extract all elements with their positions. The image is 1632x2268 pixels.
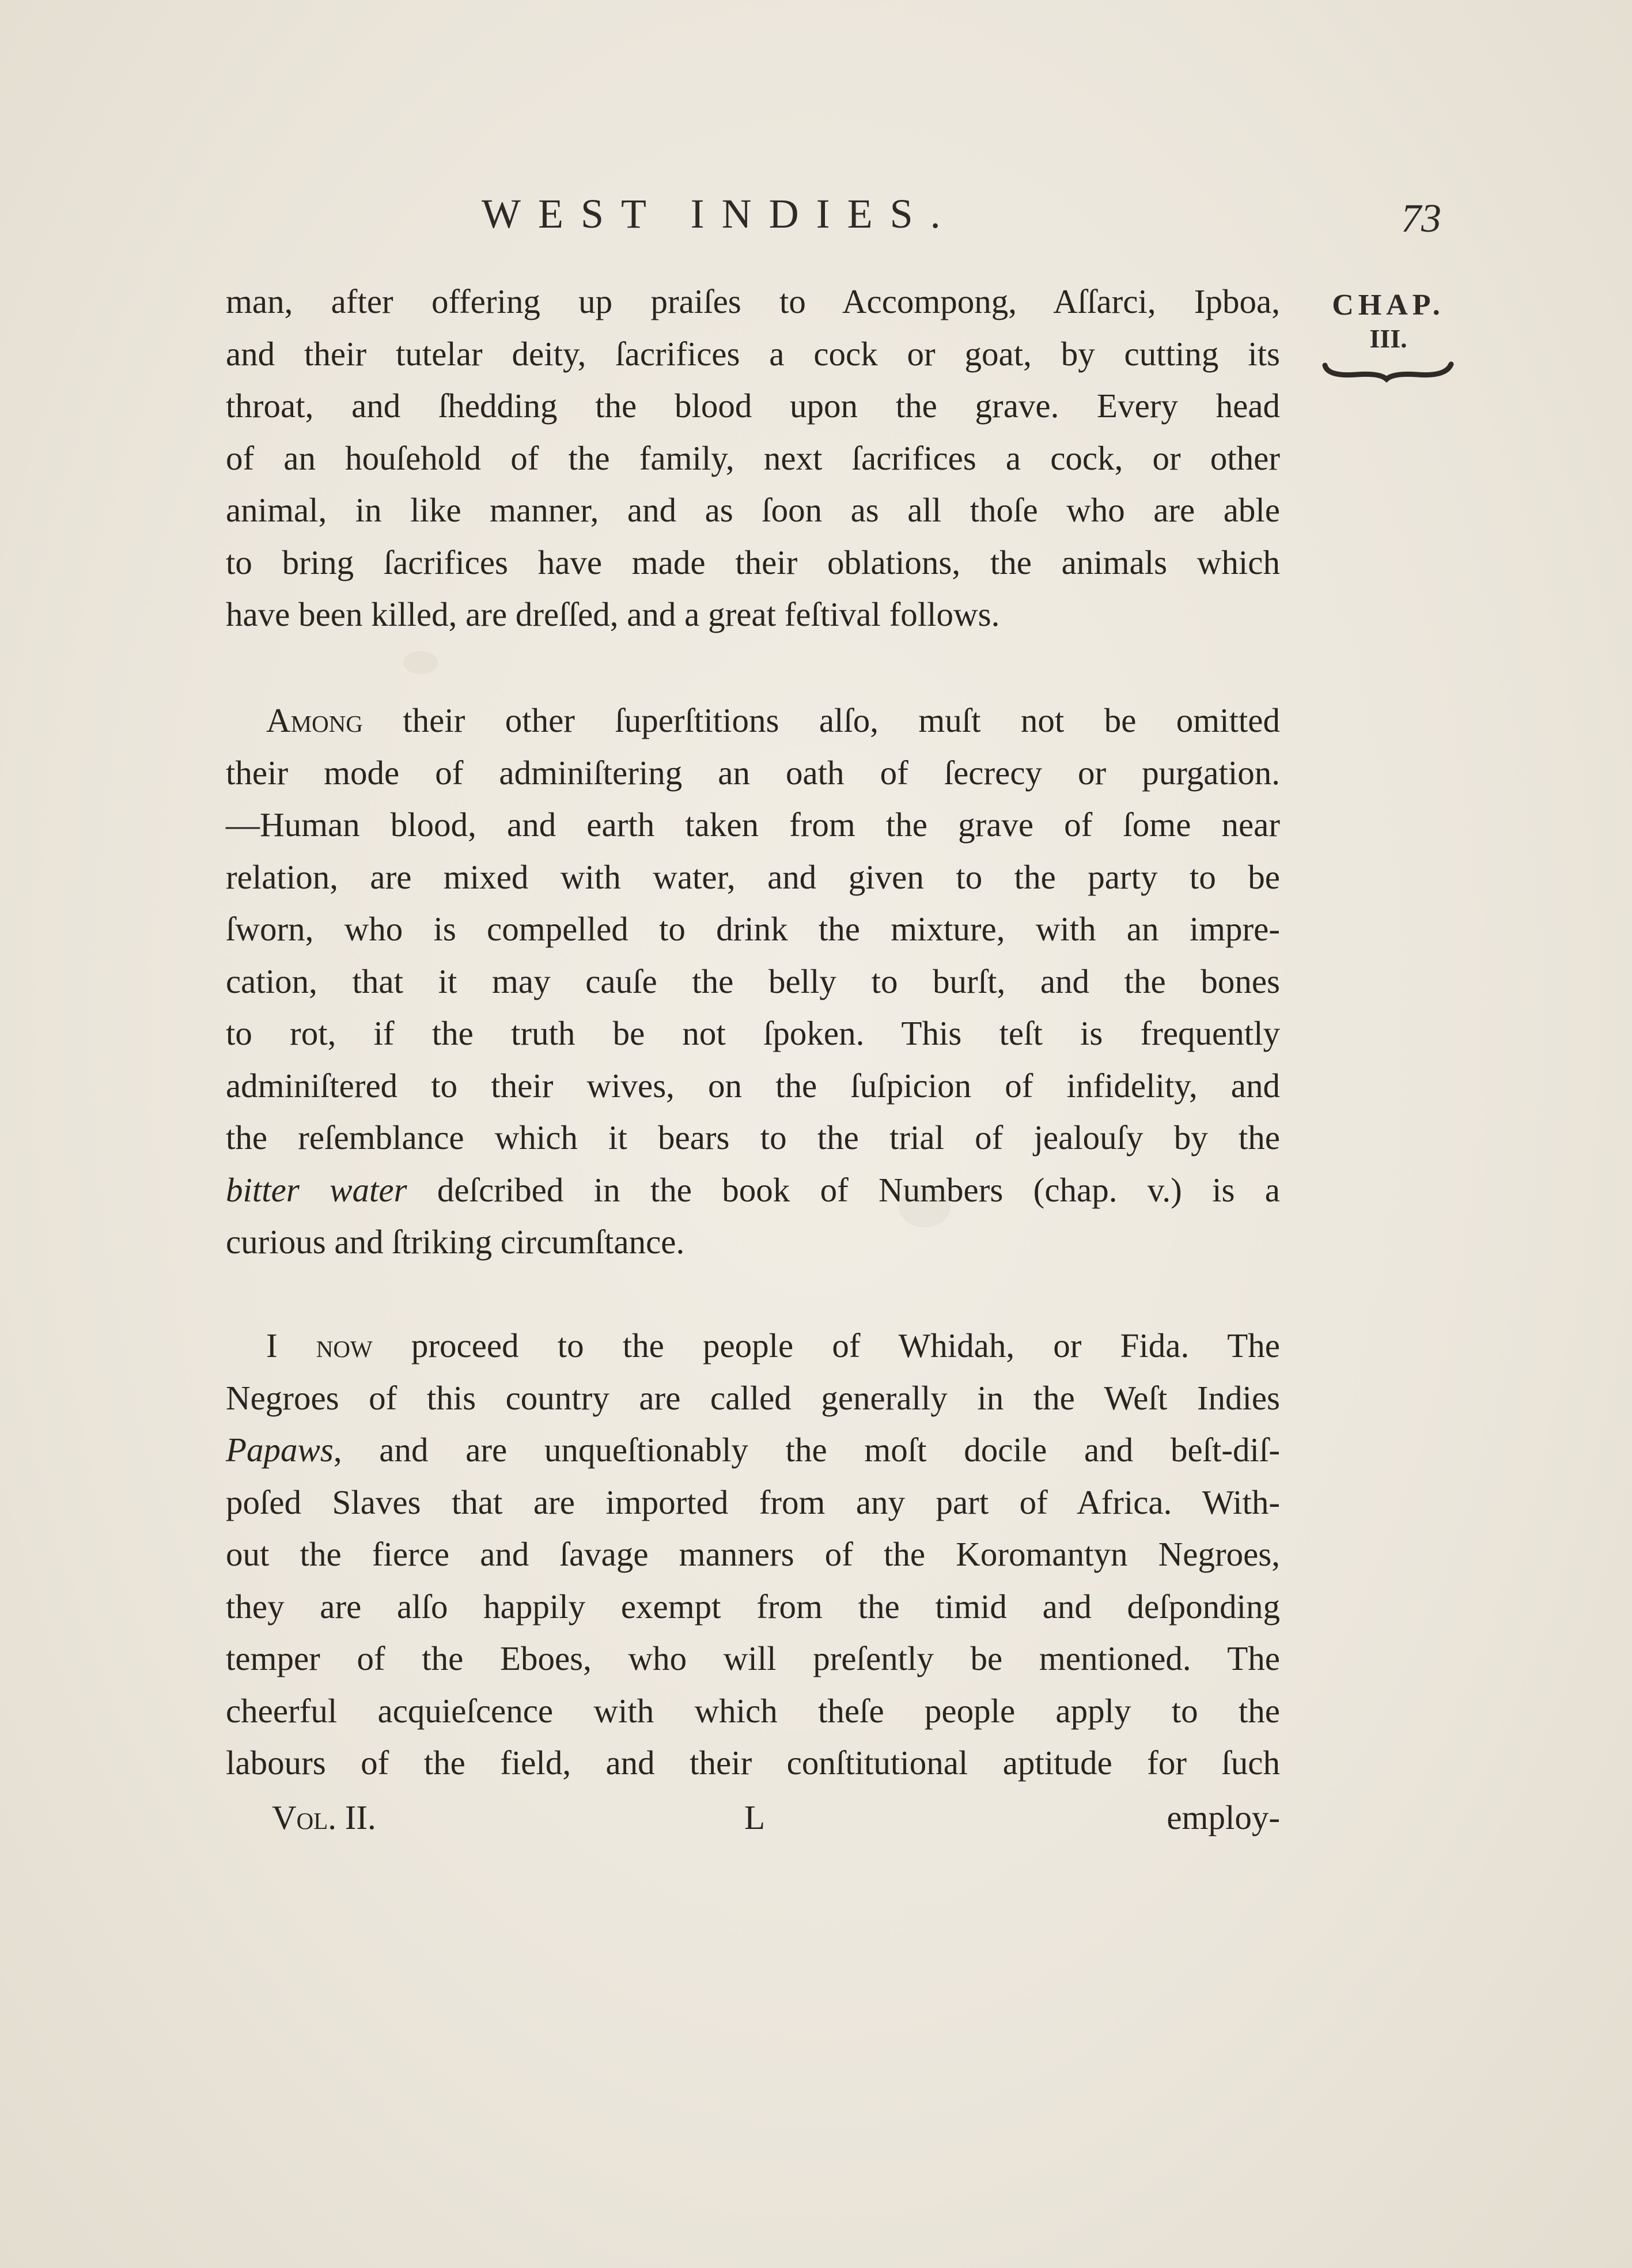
paragraph-3 [226,1320,1280,1789]
volume-mark: Vol. II. [272,1798,376,1836]
chapter-side-note [1313,288,1463,386]
text-line: cation, that it may cauſe the belly to burſt, and the bones [226,962,1280,1000]
italic-phrase: bitter water [226,1170,407,1209]
brace-ornament [1322,357,1455,386]
page-number: 73 [1401,196,1441,241]
text-line: their mode of adminiſtering an oath of ſecrecy or purgation. [226,753,1280,792]
text-line: throat, and ſhedding the blood upon the grave. Every head [226,387,1280,425]
text-line: ſworn, who is compelled to drink the mixture, with an impre- [226,910,1280,948]
catchword: employ- [1167,1798,1280,1836]
text-line: relation, are mixed with water, and given to the party to be [226,857,1280,896]
text-line: of an houſehold of the family, next ſacrifices a cock, or other [226,439,1280,477]
line-text: proceed to the people of Whidah, or Fida. The [372,1326,1280,1364]
text-line: labours of the field, and their conſtitutional aptitude for ſuch [226,1744,1280,1782]
text-line: —Human blood, and earth taken from the grave of ſome near [226,806,1280,844]
signature-mark: L [744,1798,766,1836]
text-line: Negroes of this country are called generally in the Weſt Indies [226,1378,1280,1417]
text-line [226,1320,1280,1372]
paragraph-1 [226,275,1280,641]
text-line [226,1164,1280,1216]
text-line: the reſemblance which it bears to the trial of jealouſy by the [226,1118,1280,1156]
lead-word: I now [266,1326,373,1364]
text-line: curious and ſtriking circumſtance. [226,1223,685,1261]
italic-word: Papaws [226,1431,334,1469]
page-footer [226,1798,1280,1850]
text-line [226,1424,1280,1476]
text-line: have been killed, are dreſſed, and a great feſtival follows. [226,595,1000,633]
text-line: to bring ſacrifices have made their oblations, the animals which [226,543,1280,581]
paragraph-2 [226,694,1280,1268]
line-text: , and are unqueſtionably the moſt docile and beſt-diſ- [333,1431,1280,1469]
running-head: WEST INDIES. [482,191,958,237]
text-line: out the fierce and ſavage manners of the Koromantyn Negroes, [226,1535,1280,1573]
text-line: man, after offering up praiſes to Accompong, Aſſarci, Ipboa, [226,282,1280,320]
chapter-number: III. [1369,324,1407,353]
text-line: temper of the Eboes, who will preſently be mentioned. The [226,1639,1280,1677]
line-text: deſcribed in the book of Numbers (chap. v.) is a [407,1170,1280,1209]
lead-word: Among [266,701,363,739]
text-line: animal, in like manner, and as ſoon as all thoſe who are able [226,491,1280,529]
text-line: cheerful acquieſcence with which theſe people apply to the [226,1691,1280,1730]
text-line: they are alſo happily exempt from the timid and deſponding [226,1587,1280,1626]
text-line: and their tutelar deity, ſacrifices a cock or goat, by cutting its [226,334,1280,373]
text-line [226,694,1280,747]
text-line: poſed Slaves that are imported from any part of Africa. With- [226,1483,1280,1521]
chapter-label: CHAP. [1332,289,1445,322]
paper-stain [403,651,438,674]
text-line: to rot, if the truth be not ſpoken. This teſt is frequently [226,1014,1280,1052]
text-line: adminiſtered to their wives, on the ſuſpicion of infidelity, and [226,1066,1280,1105]
line-text: their other ſuperſtitions alſo, muſt not be omitted [362,701,1280,739]
